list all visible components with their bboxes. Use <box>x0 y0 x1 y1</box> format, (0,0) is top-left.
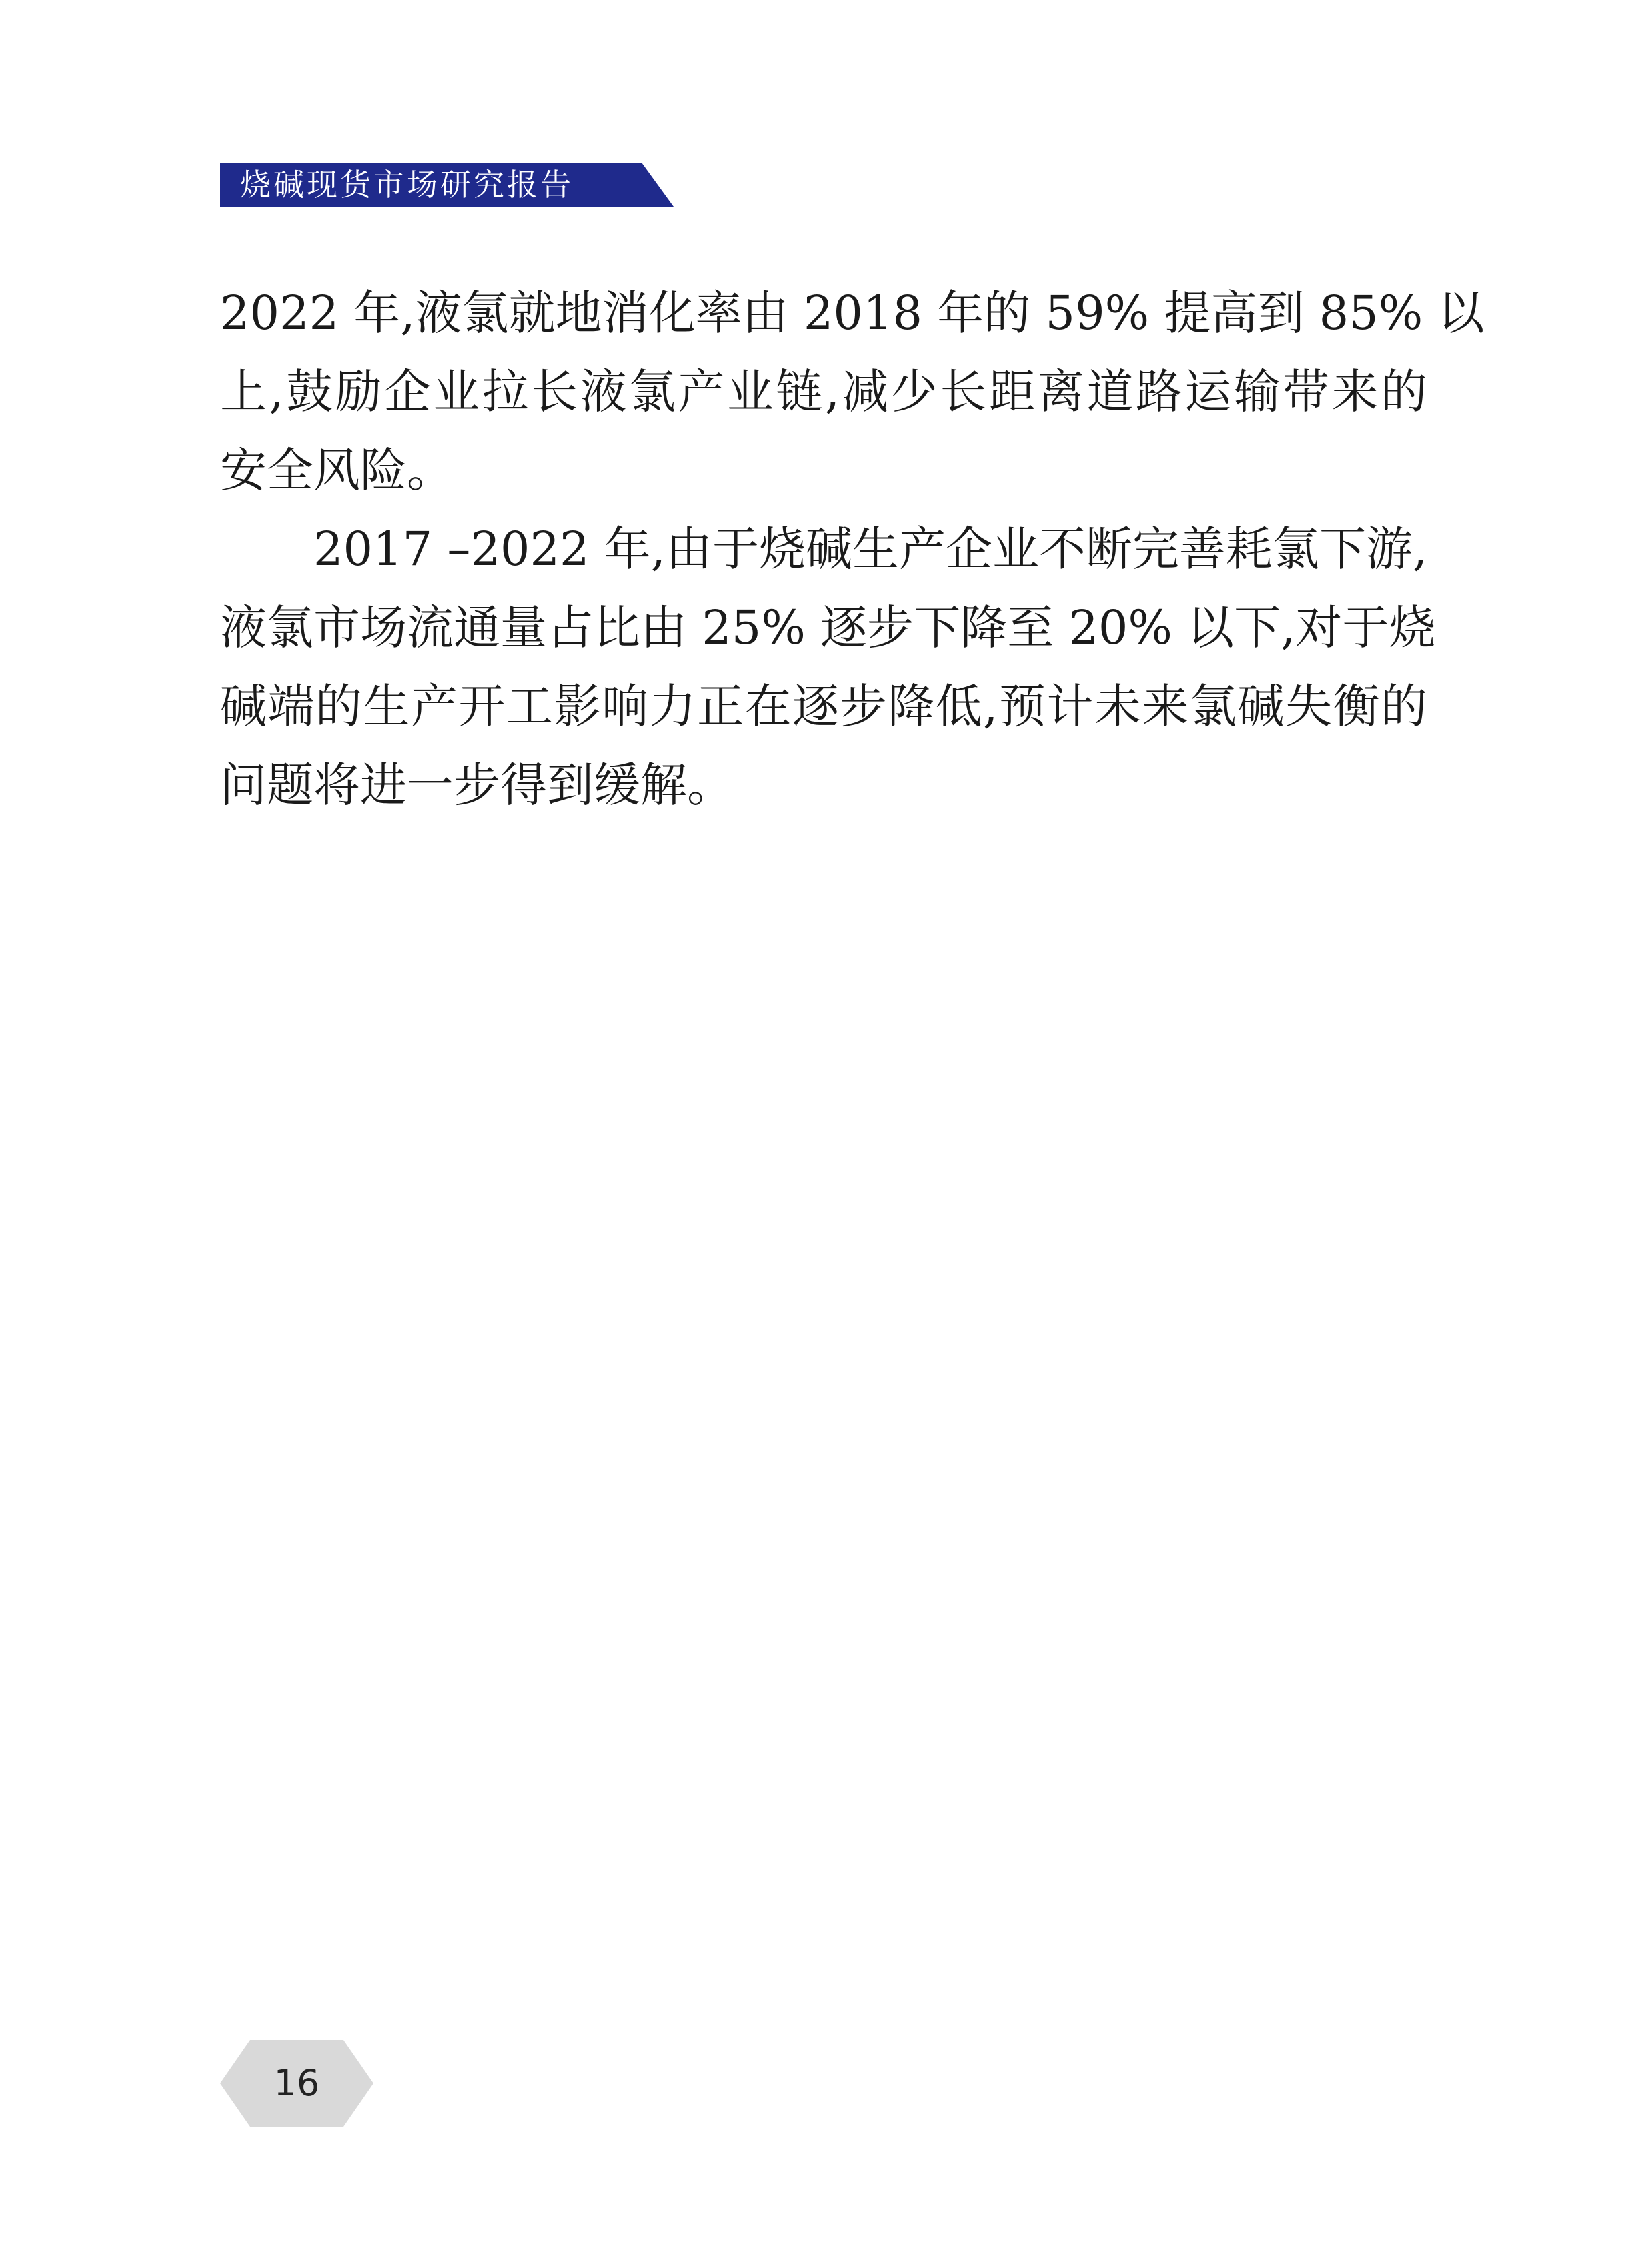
body-text <box>220 273 1485 824</box>
page-number: 16 <box>273 2062 320 2104</box>
paragraph-2-line-1: 2017 –2022 年,由于烧碱生产企业不断完善耗氯下游, <box>313 522 1428 576</box>
paragraph-1-line-3: 安全风险。 <box>220 443 454 498</box>
page-number-badge <box>220 2040 373 2127</box>
paragraph-2-line-2: 液氯市场流通量占比由 25% 逐步下降至 20% 以下,对于烧 <box>220 600 1436 655</box>
header-title: 烧碱现货市场研究报告 <box>240 167 574 203</box>
paragraph-2-line-3: 碱端的生产开工影响力正在逐步降低,预计未来氯碱失衡的 <box>220 679 1427 734</box>
paragraph-1-line-2: 上,鼓励企业拉长液氯产业链,减少长距离道路运输带来的 <box>220 364 1427 419</box>
running-header <box>220 163 674 207</box>
paragraph-2-line-4: 问题将进一步得到缓解。 <box>220 758 734 812</box>
paragraph-1-line-1: 2022 年,液氯就地消化率由 2018 年的 59% 提高到 85% 以 <box>220 286 1485 340</box>
